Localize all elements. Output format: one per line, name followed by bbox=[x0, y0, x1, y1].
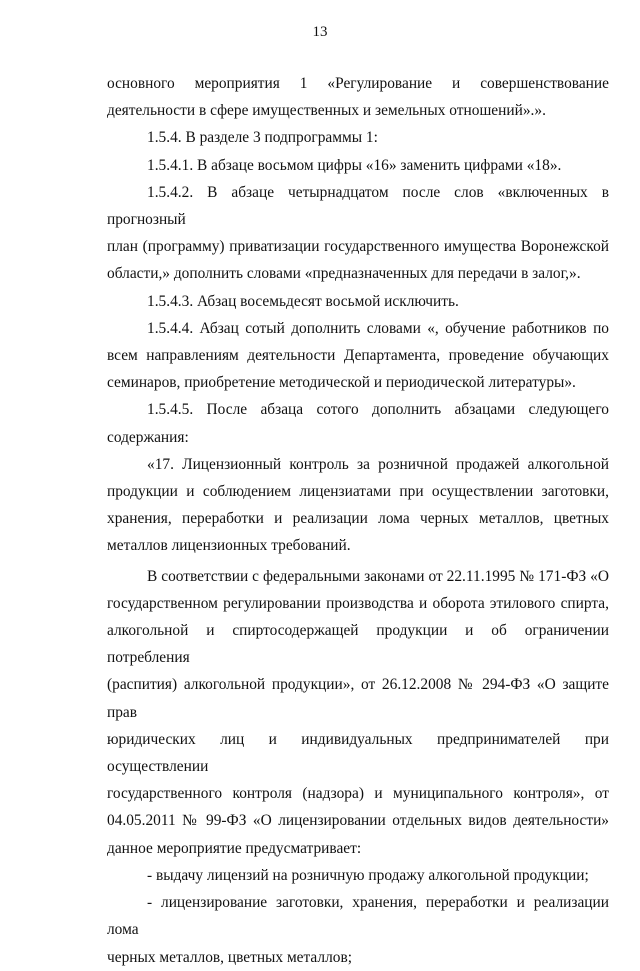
text-line: 1.5.4.1. В абзаце восьмом цифры «16» заменить цифрами «18». bbox=[147, 156, 562, 174]
text-line: 1.5.4.2. В абзаце четырнадцатом после слов «включенных в прогнозный bbox=[107, 183, 609, 229]
text-line: всем направлениям деятельности Департамента, проведение обучающих bbox=[107, 347, 609, 365]
text-line: деятельности в сфере имущественных и земельных отношений».». bbox=[107, 102, 546, 120]
page-number: 13 bbox=[312, 24, 328, 40]
text-line: содержания: bbox=[107, 428, 189, 446]
text-line: 1.5.4.5. После абзаца сотого дополнить абзацами следующего bbox=[147, 401, 609, 419]
text-line: план (программу) приватизации государственного имущества Воронежской bbox=[107, 238, 609, 256]
text-line: 04.05.2011 № 99-ФЗ «О лицензировании отдельных видов деятельности» bbox=[107, 812, 609, 830]
text-line: - лицензирование заготовки, хранения, переработки и реализации лома bbox=[107, 894, 609, 939]
text-line: - выдачу лицензий на розничную продажу алкогольной продукции; bbox=[147, 866, 589, 884]
text-line: юридических лиц и индивидуальных предпринимателей при осуществлении bbox=[107, 730, 609, 776]
text-line: основного мероприятия 1 «Регулирование и совершенствование bbox=[107, 75, 609, 92]
text-line: металлов лицензионных требований. bbox=[107, 537, 351, 555]
text-line: черных металлов, цветных металлов; bbox=[107, 948, 352, 966]
text-line: государственного контроля (надзора) и муниципального контроля», от bbox=[107, 785, 609, 803]
text-line: государственном регулировании производства и оборота этилового спирта, bbox=[107, 594, 609, 612]
text-line: продукции и соблюдением лицензиатами при осуществлении заготовки, bbox=[107, 483, 609, 501]
text-line: (распития) алкогольной продукции», от 26.12.2008 № 294-ФЗ «О защите прав bbox=[107, 676, 609, 721]
text-line: алкогольной и спиртосодержащей продукции и об ограничении потребления bbox=[107, 622, 609, 667]
text-line: данное мероприятие предусматривает: bbox=[107, 839, 362, 857]
text-line: 1.5.4.3. Абзац восемьдесят восьмой исключить. bbox=[147, 292, 459, 310]
text-line: В соответствии с федеральными законами от 22.11.1995 № 171-ФЗ «О bbox=[147, 567, 609, 585]
text-line: 1.5.4.4. Абзац сотый дополнить словами «, обучение работников по bbox=[147, 319, 609, 337]
document-body bbox=[107, 70, 609, 971]
text-line: хранения, переработки и реализации лома черных металлов, цветных bbox=[107, 510, 609, 528]
text-line: «17. Лицензионный контроль за розничной продажей алкогольной bbox=[147, 455, 609, 473]
text-line: области,» дополнить словами «предназначенных для передачи в залог,». bbox=[107, 265, 581, 283]
text-line: семинаров, приобретение методической и периодической литературы». bbox=[107, 374, 576, 392]
text-line: 1.5.4. В разделе 3 подпрограммы 1: bbox=[147, 129, 378, 147]
